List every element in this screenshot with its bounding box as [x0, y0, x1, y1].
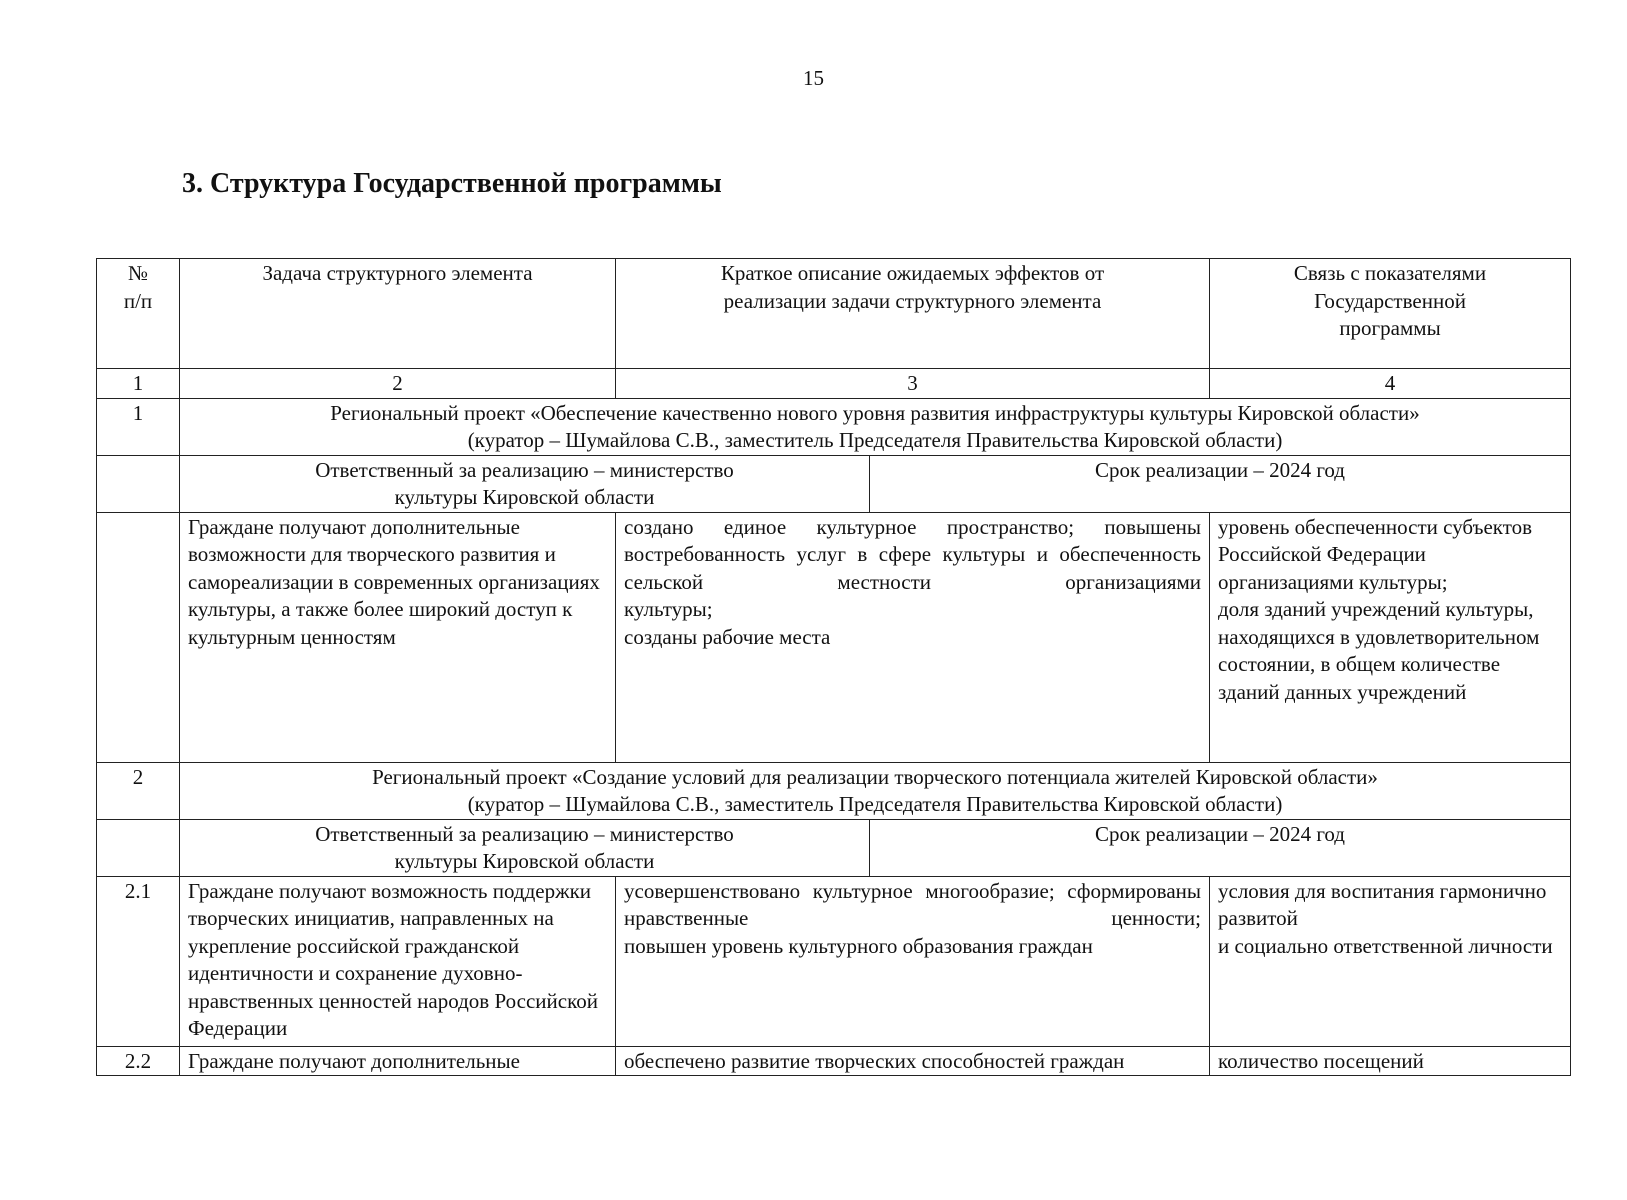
row-link: уровень обеспеченности субъектов Российской Федерации организациями культуры; доля зданий учреждений культуры, находящихся в удовлетворительном состоянии, в общем количестве зданий данных учреждений	[1210, 512, 1571, 762]
effects-rest: повышен уровень культурного образования граждан	[624, 933, 1093, 958]
effects-justified: создано единое культурное пространство; повышены востребованность услуг в сфере культуры и обеспеченность сельской местности организациями	[624, 514, 1201, 594]
row-num	[97, 512, 180, 762]
term-cell: Срок реализации – 2024 год	[870, 455, 1571, 512]
project-title	[180, 762, 1571, 819]
term-cell: Срок реализации – 2024 год	[870, 819, 1571, 876]
section-title: 3. Структура Государственной программы	[182, 168, 722, 199]
column-number: 1	[97, 369, 180, 399]
row-effects	[616, 512, 1210, 762]
section-num: 1	[97, 398, 180, 455]
row-link: количество посещений	[1210, 1046, 1571, 1076]
responsible-line: культуры Кировской области	[394, 849, 655, 873]
table-row	[97, 512, 1571, 762]
row-task: Граждане получают дополнительные возможности для творческого развития и самореализации в современных организациях культуры, а также более широкий доступ к культурным ценностям	[180, 512, 616, 762]
header-num: № п/п	[97, 259, 180, 369]
column-number: 2	[180, 369, 616, 399]
responsible-line: культуры Кировской области	[394, 485, 655, 509]
empty-cell	[97, 819, 180, 876]
project-name: Региональный проект «Обеспечение качественно нового уровня развития инфраструктуры культуры Кировской области»	[330, 400, 1420, 425]
responsible-cell	[180, 819, 870, 876]
structure-table	[96, 258, 1571, 1076]
responsible-line: Ответственный за реализацию – министерство	[315, 457, 734, 482]
responsible-row	[97, 455, 1571, 512]
table-header-row	[97, 259, 1571, 369]
project-row	[97, 398, 1571, 455]
page-number: 15	[803, 66, 824, 90]
header-task: Задача структурного элемента	[180, 259, 616, 369]
project-row	[97, 762, 1571, 819]
row-effects	[616, 1046, 1210, 1076]
responsible-cell	[180, 455, 870, 512]
row-num: 2.2	[97, 1046, 180, 1076]
effects-rest: обеспечено развитие творческих способностей граждан	[624, 1048, 1125, 1073]
section-num: 2	[97, 762, 180, 819]
project-title	[180, 398, 1571, 455]
row-effects	[616, 876, 1210, 1046]
project-name: Региональный проект «Создание условий для реализации творческого потенциала жителей Кировской области»	[372, 764, 1378, 789]
responsible-line: Ответственный за реализацию – министерство	[315, 821, 734, 846]
column-numbers-row	[97, 369, 1571, 399]
header-link: Связь с показателями Государственной программы	[1210, 259, 1571, 369]
effects-rest: культуры; созданы рабочие места	[624, 597, 831, 649]
row-task: Граждане получают дополнительные	[180, 1046, 616, 1076]
responsible-row	[97, 819, 1571, 876]
row-num: 2.1	[97, 876, 180, 1046]
table-row	[97, 876, 1571, 1046]
column-number: 4	[1210, 369, 1571, 399]
project-curator: (куратор – Шумайлова С.В., заместитель Председателя Правительства Кировской области)	[467, 792, 1283, 816]
header-effects: Краткое описание ожидаемых эффектов от реализации задачи структурного элемента	[616, 259, 1210, 369]
row-link: условия для воспитания гармонично развитой и социально ответственной личности	[1210, 876, 1571, 1046]
table-row	[97, 1046, 1571, 1076]
column-number: 3	[616, 369, 1210, 399]
row-task: Граждане получают возможность поддержки творческих инициатив, направленных на укрепление российской гражданской идентичности и сохранение духовно-нравственных ценностей народов Российской Федерации	[180, 876, 616, 1046]
effects-justified: усовершенствовано культурное многообразие; сформированы нравственные ценности;	[624, 878, 1201, 930]
empty-cell	[97, 455, 180, 512]
project-curator: (куратор – Шумайлова С.В., заместитель Председателя Правительства Кировской области)	[467, 428, 1283, 452]
